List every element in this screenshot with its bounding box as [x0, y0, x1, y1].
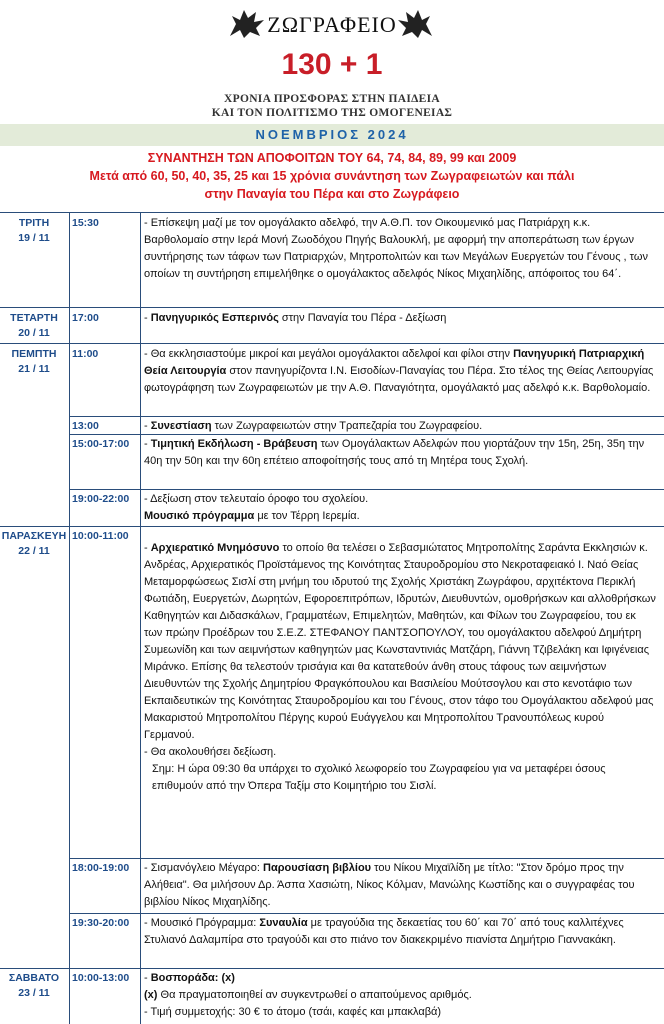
day-date: 23 / 11 [18, 987, 50, 999]
day-cell [0, 214, 68, 246]
month-title: ΝΟΕΜΒΡΙΟΣ 2024 [255, 127, 409, 142]
intro-line-3: στην Παναγία του Πέρα και στο Ζωγράφειο [204, 187, 460, 201]
event-description: - Μουσικό Πρόγραμμα: Συναυλία με τραγούδια της δεκαετίας του 60΄ και 70΄ από τους καλλιτέχνες Στυλιανό Δαλαμπίρα στο τραγούδι και στο πιάνο τον διακεκριμένο πιανίστα Δημήτριο Γιαννακάκη. [144, 917, 624, 946]
day-name: ΤΡΙΤΗ [18, 217, 50, 229]
day-name: ΠΕΜΠΤΗ [11, 348, 57, 360]
day-cell [0, 345, 68, 377]
tagline-2: ΚΑΙ ΤΟΝ ΠΟΛΙΤΙΣΜΟ ΤΗΣ ΟΜΟΓΕΝΕΙΑΣ [211, 107, 453, 119]
event-description: - Δεξίωση στον τελευταίο όροφο του σχολείου. Μουσικό πρόγραμμα με τον Τέρρη Ιερεμία. [144, 493, 369, 522]
event-description: - Τιμητική Εκδήλωση - Βράβευση των Ομογάλακτων Αδελφών που γιορτάζουν την 15η, 25η, 35η την 40η την 50η και την 60η επέτειο αποφοίτησής τους από τη Μητέρα τους Σχολή. [144, 438, 645, 467]
day-date: 21 / 11 [18, 363, 50, 375]
event-description: - Πανηγυρικός Εσπερινός στην Παναγία του Πέρα - Δεξίωση [144, 312, 447, 324]
day-date: 20 / 11 [18, 327, 50, 339]
event-description: - Σισμανόγλειο Μέγαρο: Παρουσίαση βιβλίου του Νίκου Μιχαϊλίδη με τίτλο: "Στον δρόμο προς την Αλήθεια". Θα μιλήσουν Δρ. Άσπα Χασιώτη, Νίκος Κόλμαν, Μανώλης Κωστίδης και ο συγγραφέας του βιβλίου Νίκος Μιχαηλίδης. [144, 862, 635, 908]
intro-line-2: Μετά από 60, 50, 40, 35, 25 και 15 χρόνια συνάντηση των Ζωγραφειωτών και πάλι [89, 169, 575, 183]
day-cell [0, 969, 68, 1001]
event-description: - Αρχιερατικό Μνημόσυνο το οποίο θα τελέσει ο Σεβασμιώτατος Μητροπολίτης Σαράντα Εκκλησιών κ. Ανδρέας, Αρχιερατικός Προϊστάμενος της Κοινότητας Σταυροδρομίου στο Νεκροταφειακό Ι. Ναό Θείας Μεταμορφώσεως Σισλί στη μνήμη του ιδρυτού της Σχολής Χριστάκη Ζωγράφου, αρχιτέκτονα Περικλή Φωτιάδη, Ευεργετών, Δωρητών, Εφορoεπιτρόπων, Ιδρυτών, Διευθυντών, ομοθρήσκων και αλλοθρήσκων Καθηγητών και Διδασκάλων, Γραμματέων, Επιμελητών, Μαθητών, και Φίλων του Ζωγραφείου, του εκ των πρώην Προέδρων του Σ.Ε.Ζ. ΣΤΕΦΑΝΟΥ ΠΑΝΤΣΟΠΟΥΛΟΥ, του ομογάλακτου αδελφού Δημήτρη Συμεωνίδη και των αειμνήστων καθηγητών μας Κωνσταντινιάς Ματζάρη, Γιάννη Τζιβελάκη και Ιφιγένειας Μιράνκο. Επίσης θα τελεστούν τρισάγια και θα κατατεθούν άνθη στους τάφους των αειμνήστων Διευθυντών της Σχολής Δημητρίου Φραγκόπουλου και Βασιλείου Μούτσογλου και στο κενοτάφιο των Εκπαιδευτικών της Κοινότητας Σταυροδρομίου και του Γένους, στον τάφο του Ομογάλακτου αδελφού μας Μακαριστού Μητροπολίτου Πέργης κυρού Ευάγγελου και Μητροπολίτου Τρανουπόλεως κυρού Γερμανού. - Θα ακολουθήσει δεξίωση. Σημ: Η ώρα 09:30 θα υπάρχει το σχολικό λεωφορείο του Ζωγραφείου για να μεταφέρει όσους επιθυμούν από την Όπερα Ταξίμ στο Κοιμητήριο του Σισλί. [144, 542, 656, 792]
time-cell: 19:00-22:00 [72, 493, 130, 505]
divider [0, 212, 664, 213]
anniversary-number: 130 + 1 [281, 48, 383, 81]
time-cell: 17:00 [72, 312, 99, 324]
divider [69, 212, 70, 1024]
event-description: - Θα εκκλησιαστούμε μικροί και μεγάλοι ομογάλακτοι αδελφοί και φίλοι στην Πανηγυρική Πατριαρχική Θεία Λειτουργία στον πανηγυρίζοντα Ι.Ν. Εισοδίων-Παναγίας του Πέρα. Στο τέλος της Θείας Λειτουργίας φωτογράφηση των Ζωγραφειωτών με την Α.Θ. Παναγιότητα, ομογάλακτό μας αδελφό κ.κ. Βαρθολομαίο. [144, 348, 654, 394]
event-description: - Επίσκεψη μαζί με τον ομογάλακτο αδελφό, την Α.Θ.Π. τον Οικουμενικό μας Πατριάρχη κ.κ. Βαρθολομαίο στην Ιερά Μονή Ζωοδόχου Πηγής Βαλουκλή, με αφορμή την αποπεράτωση των έργων συντήρησης των τάφων των Πατριαρχών, Μητροπολιτών και των Μεγάλων Ευεργετών του Γένους , των οποίων τη συντήρηση επιμελήθηκε ο ομογάλακτος αδελφός Νίκος Μιχαηλίδης, απόφοιτος του 64΄. [144, 217, 648, 280]
time-cell: 13:00 [72, 420, 99, 432]
brand [0, 6, 664, 40]
day-date: 22 / 11 [18, 545, 50, 557]
time-cell: 15:30 [72, 217, 99, 229]
day-name: ΠΑΡΑΣΚΕΥΗ [1, 530, 67, 542]
time-cell: 10:00-11:00 [72, 530, 129, 542]
time-cell: 18:00-19:00 [72, 862, 130, 874]
intro [0, 149, 664, 203]
intro-line-1: ΣΥΝΑΝΤΗΣΗ ΤΩΝ ΑΠΟΦΟΙΤΩΝ ΤΟΥ 64, 74, 84, 89, 99 και 2009 [147, 151, 517, 165]
day-date: 19 / 11 [18, 232, 50, 244]
day-name: ΤΕΤΑΡΤΗ [10, 312, 58, 324]
day-name: ΣΑΒΒΑΤΟ [8, 972, 60, 984]
month-bar [0, 124, 664, 146]
event-description: - Βοσποράδα: (x) (x) Θα πραγματοποιηθεί αν συγκεντρωθεί ο απαιτούμενος αριθμός. - Τιμή συμμετοχής: 30 € το άτομο (τσάι, καφές και μπακλαβά) [144, 972, 472, 1018]
time-cell: 10:00-13:00 [72, 972, 130, 984]
time-cell: 11:00 [72, 348, 99, 360]
divider [140, 212, 141, 1024]
griffin-icon [392, 6, 436, 40]
time-cell: 15:00-17:00 [72, 438, 130, 450]
time-cell: 19:30-20:00 [72, 917, 130, 929]
event-description: - Συνεστίαση των Ζωγραφειωτών στην Τραπεζαρία του Ζωγραφείου. [144, 420, 483, 432]
header [0, 0, 664, 132]
day-cell [0, 527, 68, 559]
brand-name: ΖΩΓΡΑΦΕΙΟ [267, 12, 397, 37]
divider [0, 343, 664, 344]
divider [0, 307, 664, 308]
day-cell [0, 309, 68, 341]
tagline-1: ΧΡΟΝΙΑ ΠΡΟΣΦΟΡΑΣ ΣΤΗΝ ΠΑΙΔΕΙΑ [224, 93, 440, 105]
